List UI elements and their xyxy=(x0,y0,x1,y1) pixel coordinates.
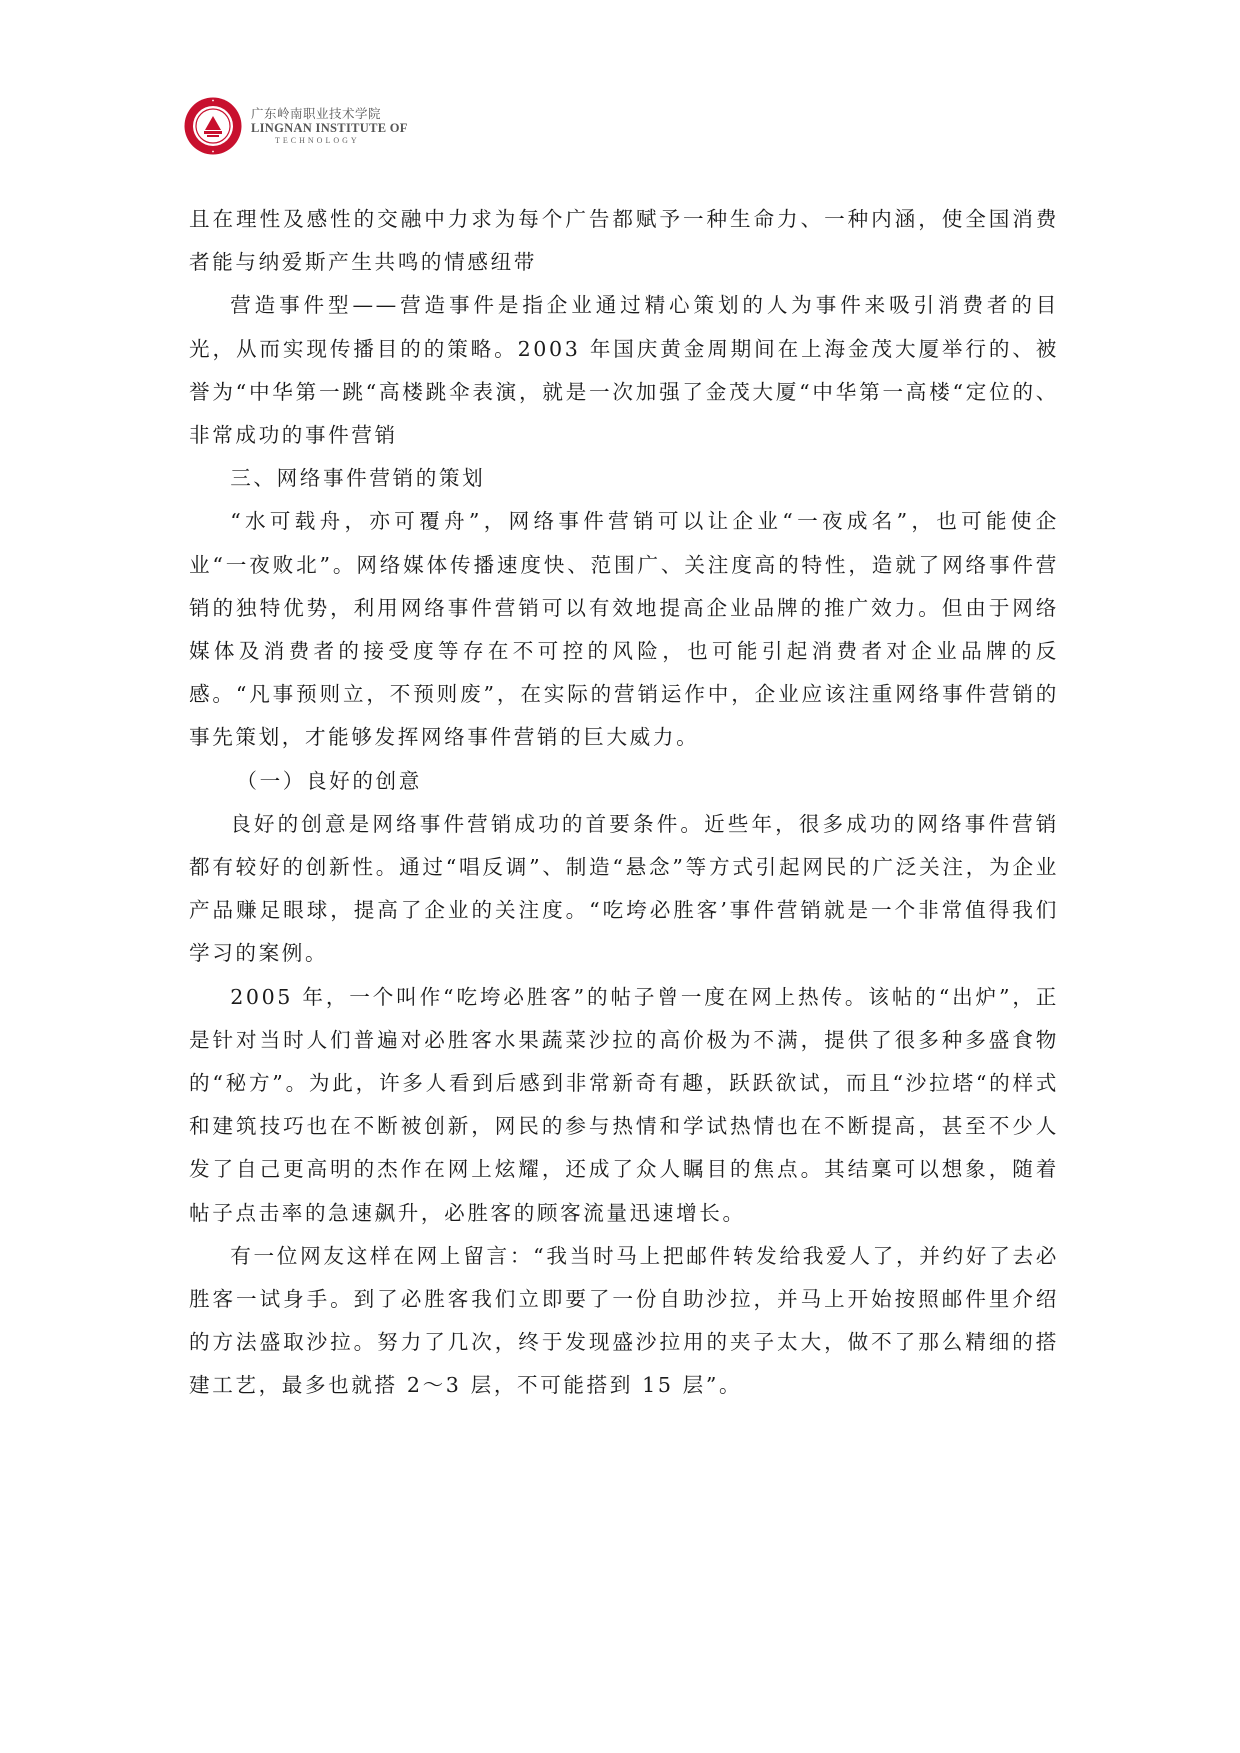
subsection-heading: （一）良好的创意 xyxy=(236,768,422,793)
document-header xyxy=(183,96,408,156)
school-seal-logo xyxy=(183,96,243,156)
section-heading: 三、网络事件营销的策划 xyxy=(230,466,486,491)
paragraph: 有一位网友这样在网上留言：“我当时马上把邮件转发给我爱人了，并约好了去必胜客一试身手。到了必胜客我们立即要了一份自助沙拉，并马上开始按照邮件里介绍的方法盛取沙拉。努力了几次，终于发现盛沙拉用的夹子太大，做不了那么精细的搭建工艺，最多也就搭 2〜3 层，不可能搭到 15 层”。 xyxy=(189,1243,1059,1398)
document-body xyxy=(189,198,1059,1408)
paragraph: 营造事件型——营造事件是指企业通过精心策划的人为事件来吸引消费者的目光，从而实现传播目的的策略。2003 年国庆黄金周期间在上海金茂大厦举行的、被誉为“中华第一跳“高楼跳伞表演，就是一次加强了金茂大厦“中华第一高楼“定位的、非常成功的事件营销 xyxy=(189,293,1059,448)
paragraph: 2005 年，一个叫作“吃垮必胜客”的帖子曾一度在网上热传。该帖的“出炉”，正是针对当时人们普遍对必胜客水果蔬菜沙拉的高价极为不满，提供了很多种多盛食物的“秘方”。为此，许多人看到后感到非常新奇有趣，跃跃欲试，而且“沙拉塔“的样式和建筑技巧也在不断被创新，网民的参与热情和学试热情也在不断提高，甚至不少人发了自己更高明的杰作在网上炫耀，还成了众人瞩目的焦点。其结稟可以想象，随着帖子点击率的急速飙升，必胜客的顾客流量迅速增长。 xyxy=(189,984,1059,1225)
paragraph: 良好的创意是网络事件营销成功的首要条件。近些年，很多成功的网络事件营销都有较好的创新性。通过“唱反调”、制造“悬念”等方式引起网民的广泛关注，为企业产品赚足眼球，提高了企业的关注度。“吃垮必胜客’事件营销就是一个非常值得我们学习的案例。 xyxy=(189,811,1059,966)
school-name-en-line2: TECHNOLOGY xyxy=(275,135,360,145)
school-name-cn: 广东岭南职业技术学院 xyxy=(251,106,382,122)
paragraph: “水可载舟，亦可覆舟”，网络事件营销可以让企业“一夜成名”，也可能使企业“一夜败北”。网络媒体传播速度快、范围广、关注度高的特性，造就了网络事件营销的独特优势，利用网络事件营销可以有效地提高企业品牌的推广效力。但由于网络媒体及消费者的接受度等存在不可控的风险，也可能引起消费者对企业品牌的反感。“凡事预则立，不预则废”，在实际的营销运作中，企业应该注重网络事件营销的事先策划，才能够发挥网络事件营销的巨大威力。 xyxy=(189,509,1059,750)
paragraph: 且在理性及感性的交融中力求为每个广告都赋予一种生命力、一种内涵，使全国消费者能与纳爱斯产生共鸣的情感纽带 xyxy=(189,207,1059,275)
school-name-en-line1: LINGNAN INSTITUTE OF xyxy=(251,121,408,136)
school-name-block xyxy=(251,107,408,145)
